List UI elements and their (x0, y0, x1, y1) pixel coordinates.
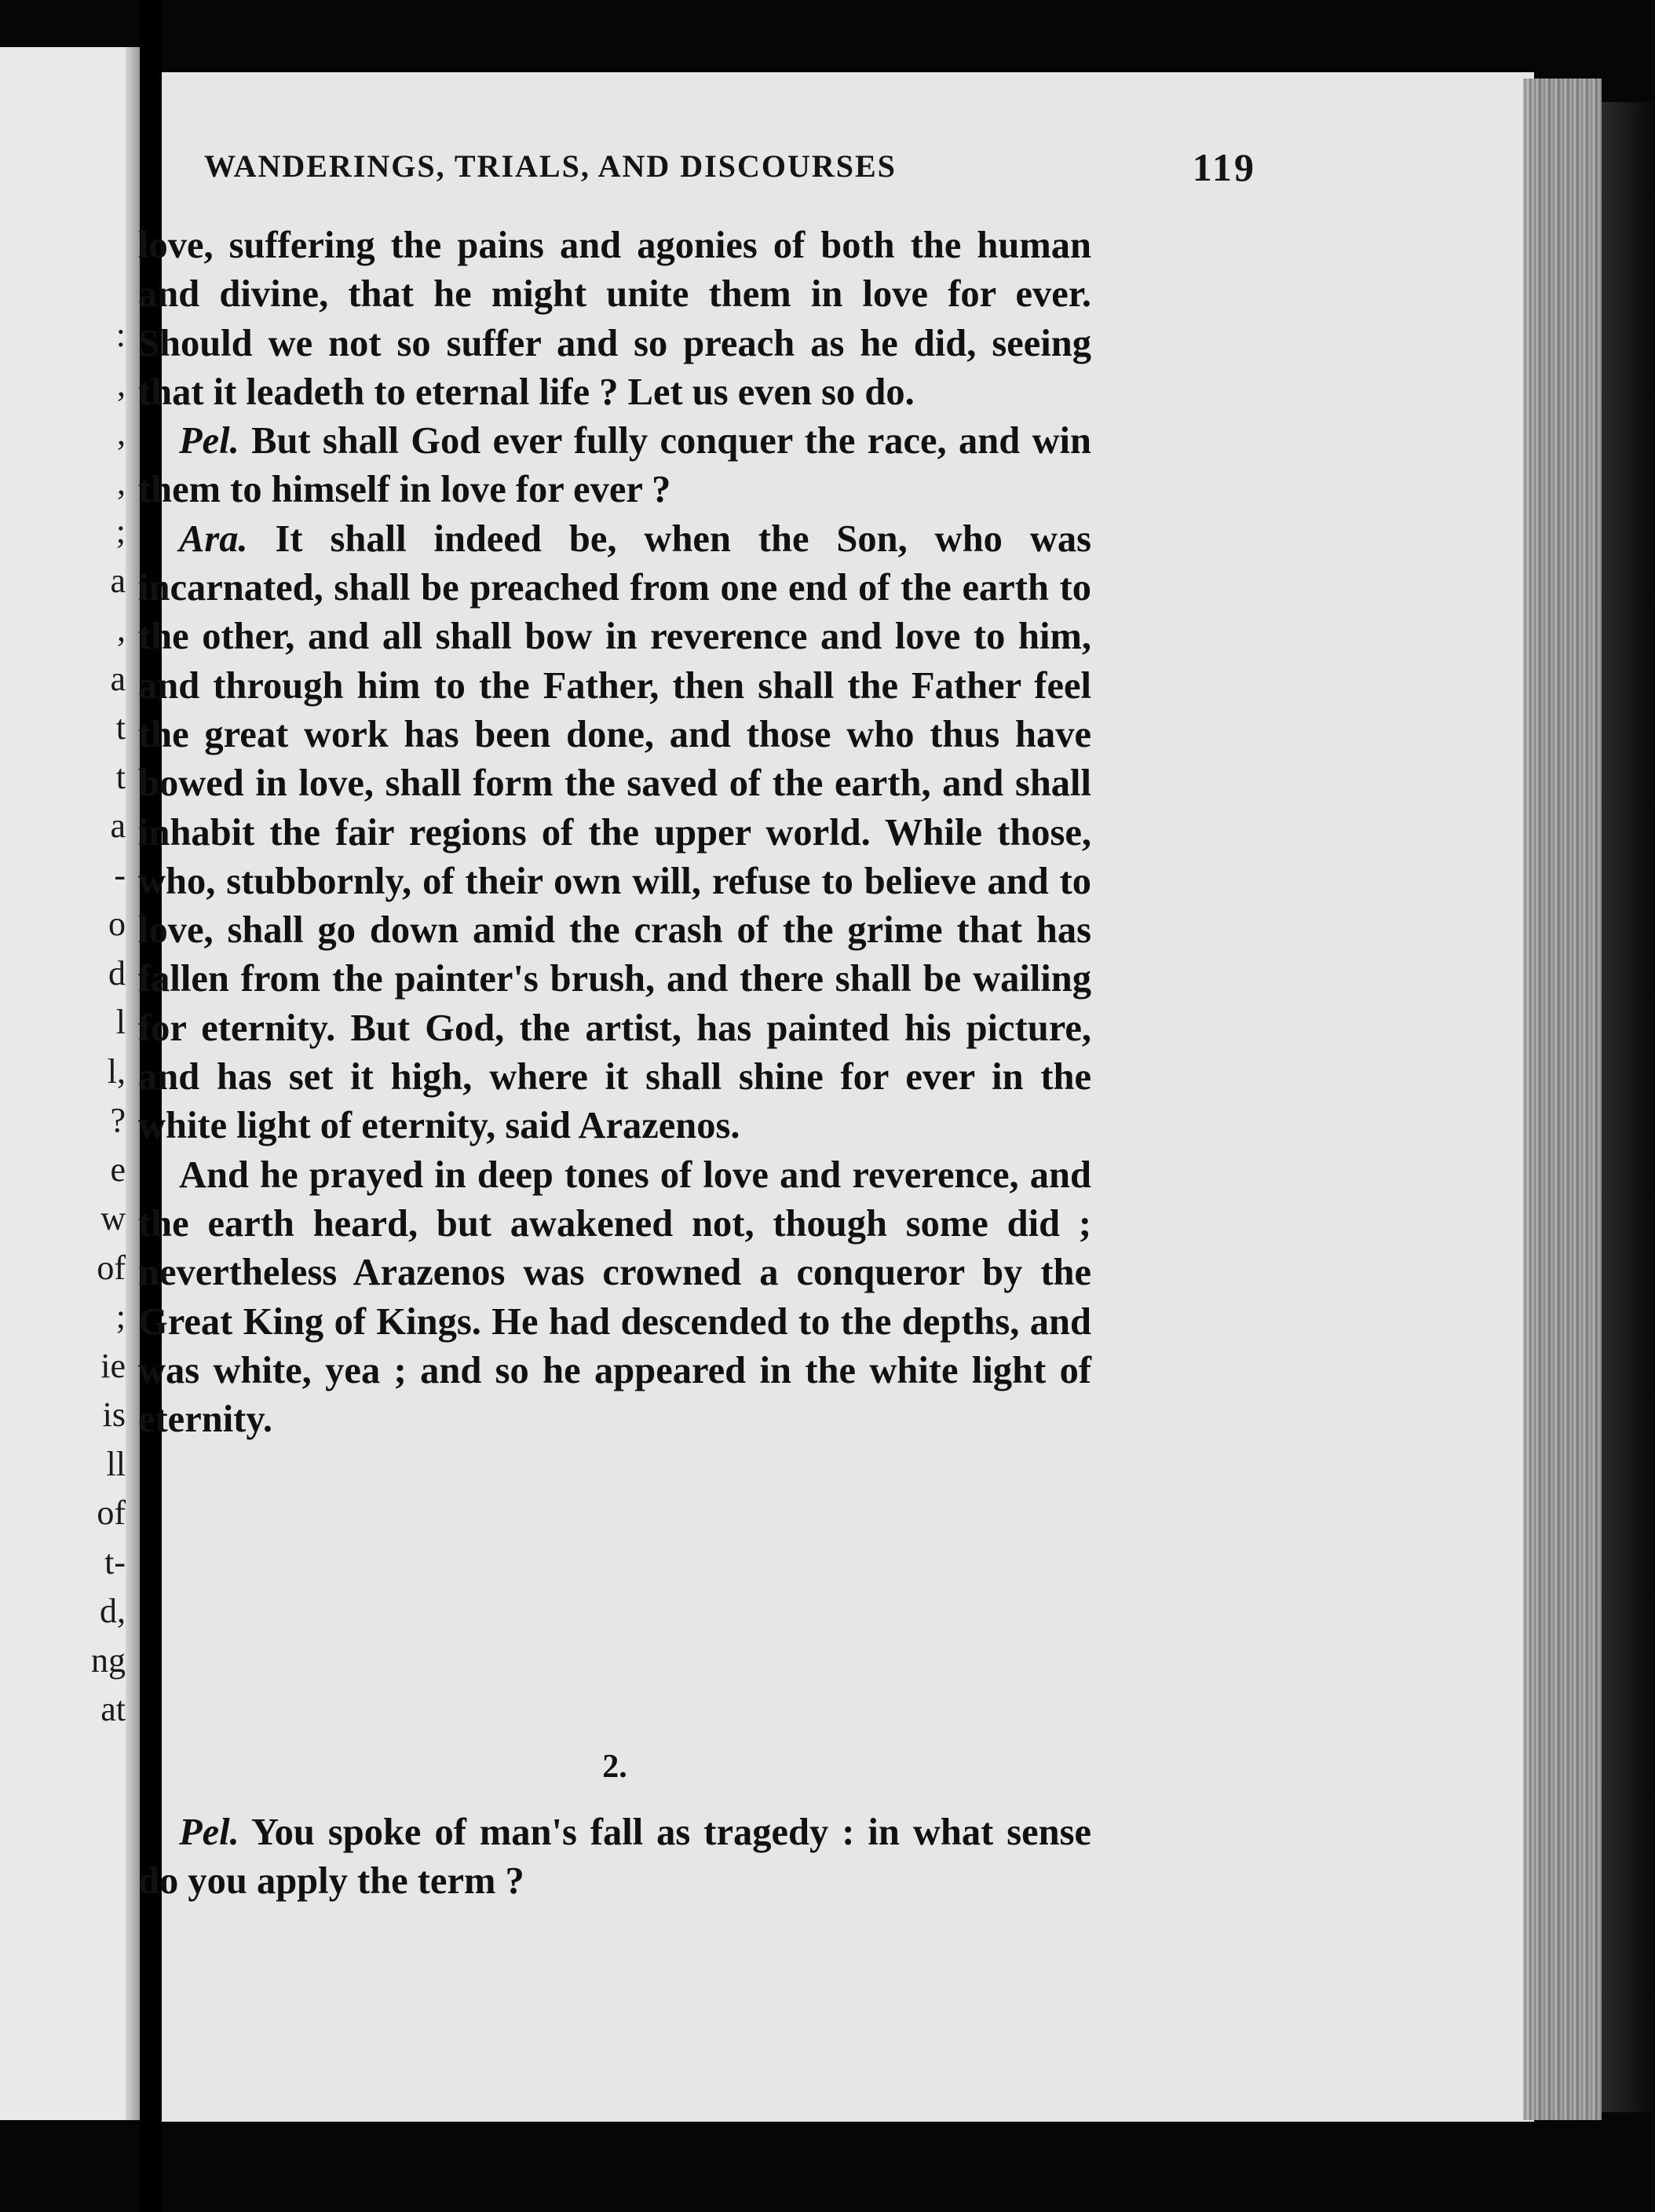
section-number: 2. (602, 1749, 627, 1785)
previous-page-fragment: o (108, 905, 126, 943)
previous-page-fragment: ; (115, 1297, 126, 1336)
previous-page-fragment: d, (100, 1592, 126, 1630)
paragraph-1 (138, 221, 1091, 417)
paragraph-4 (138, 1151, 1091, 1445)
running-head (204, 145, 1256, 195)
running-head-title: WANDERINGS, TRIALS, AND DISCOURSES (204, 148, 897, 184)
previous-page-fragment: at (100, 1690, 126, 1728)
previous-page-fragment: d (108, 953, 126, 993)
previous-page-fragment: of (97, 1248, 126, 1287)
previous-page-fragment: l, (107, 1051, 126, 1091)
paragraph-2-text: But shall God ever fully conquer the race, and win them to himself in love for ever ? (138, 420, 1092, 511)
previous-page-fragment: ? (110, 1101, 126, 1139)
previous-page-fragment: t (115, 708, 126, 747)
body-text (138, 221, 1091, 1444)
previous-page-fragment: , (117, 463, 126, 502)
paragraph-2 (138, 417, 1091, 515)
speaker-label: Pel. (179, 1812, 239, 1853)
speaker-label: Ara. (179, 517, 248, 560)
paragraph-3-text: It shall indeed be, when the Son, who was incarnated, shall be preached from one end of the earth to the other, and all shall bow in reverence and love to him, and through him to the Father, then shall the Father feel the great work has been done, and those who thus have bowed in love, shall form the saved of the earth, and shall inhabit the fair regions of the upper world. While those, who, stubbornly, of their own will, refuse to believe and to love, shall go down amid the crash of the grime that has fallen from the painter's brush, and there shall be wailing for eternity. But God, the artist, has painted his picture, and has set it high, where it shall shine for ever in the white light of eternity, said Arazenos. (138, 517, 1092, 1147)
previous-page-fragment: ng (91, 1640, 126, 1680)
previous-page-edge (0, 47, 140, 2120)
previous-page-fragment: w (100, 1199, 126, 1238)
previous-page-fragment: ll (106, 1444, 126, 1483)
page-number: 119 (1192, 145, 1256, 189)
previous-page-fragment: - (114, 855, 126, 894)
previous-page-fragment: t- (104, 1542, 126, 1581)
previous-page-fragment: e (110, 1150, 126, 1189)
previous-page-fragment: : (115, 316, 126, 354)
paragraph-4-text: And he prayed in deep tones of love and reverence, and the earth heard, but awakened not, though some did ; nevertheless Arazenos was crowned a conqueror by the Great King of Kings. He had descended to the depths, and was white, yea ; and so he appeared in the white light of eternity. (138, 1154, 1091, 1441)
previous-page-fragment: t (115, 757, 126, 796)
previous-page-fragment: a (110, 561, 126, 600)
section-2-text (138, 1808, 1091, 1907)
paragraph-1-text: love, suffering the pains and agonies of both the human and divine, that he might unite them in love for ever. Should we not so suffer and so preach as he did, seeing that it leadeth to eternal life ? Let us even so do. (138, 225, 1091, 413)
paragraph-3 (138, 515, 1091, 1151)
previous-page-fragment: a (110, 806, 126, 845)
previous-page-fragment: , (117, 364, 126, 404)
previous-page-fragment: ; (115, 512, 126, 550)
section-2-paragraph-text: You spoke of man's fall as tragedy : in what sense do you apply the term ? (138, 1812, 1091, 1903)
speaker-label: Pel. (179, 420, 239, 463)
page-block-shadow (1602, 102, 1655, 2112)
page-block-edge (1523, 79, 1602, 2120)
previous-page-fragment: is (102, 1395, 126, 1434)
previous-page-fragment: a (110, 659, 126, 698)
previous-page-fragment: of (97, 1494, 126, 1532)
previous-page-fragment: ie (100, 1346, 126, 1385)
section-2-paragraph (138, 1808, 1091, 1907)
previous-page-fragment: , (117, 414, 126, 452)
previous-page-fragment: , (117, 610, 126, 649)
previous-page-fragment: l (115, 1003, 126, 1041)
